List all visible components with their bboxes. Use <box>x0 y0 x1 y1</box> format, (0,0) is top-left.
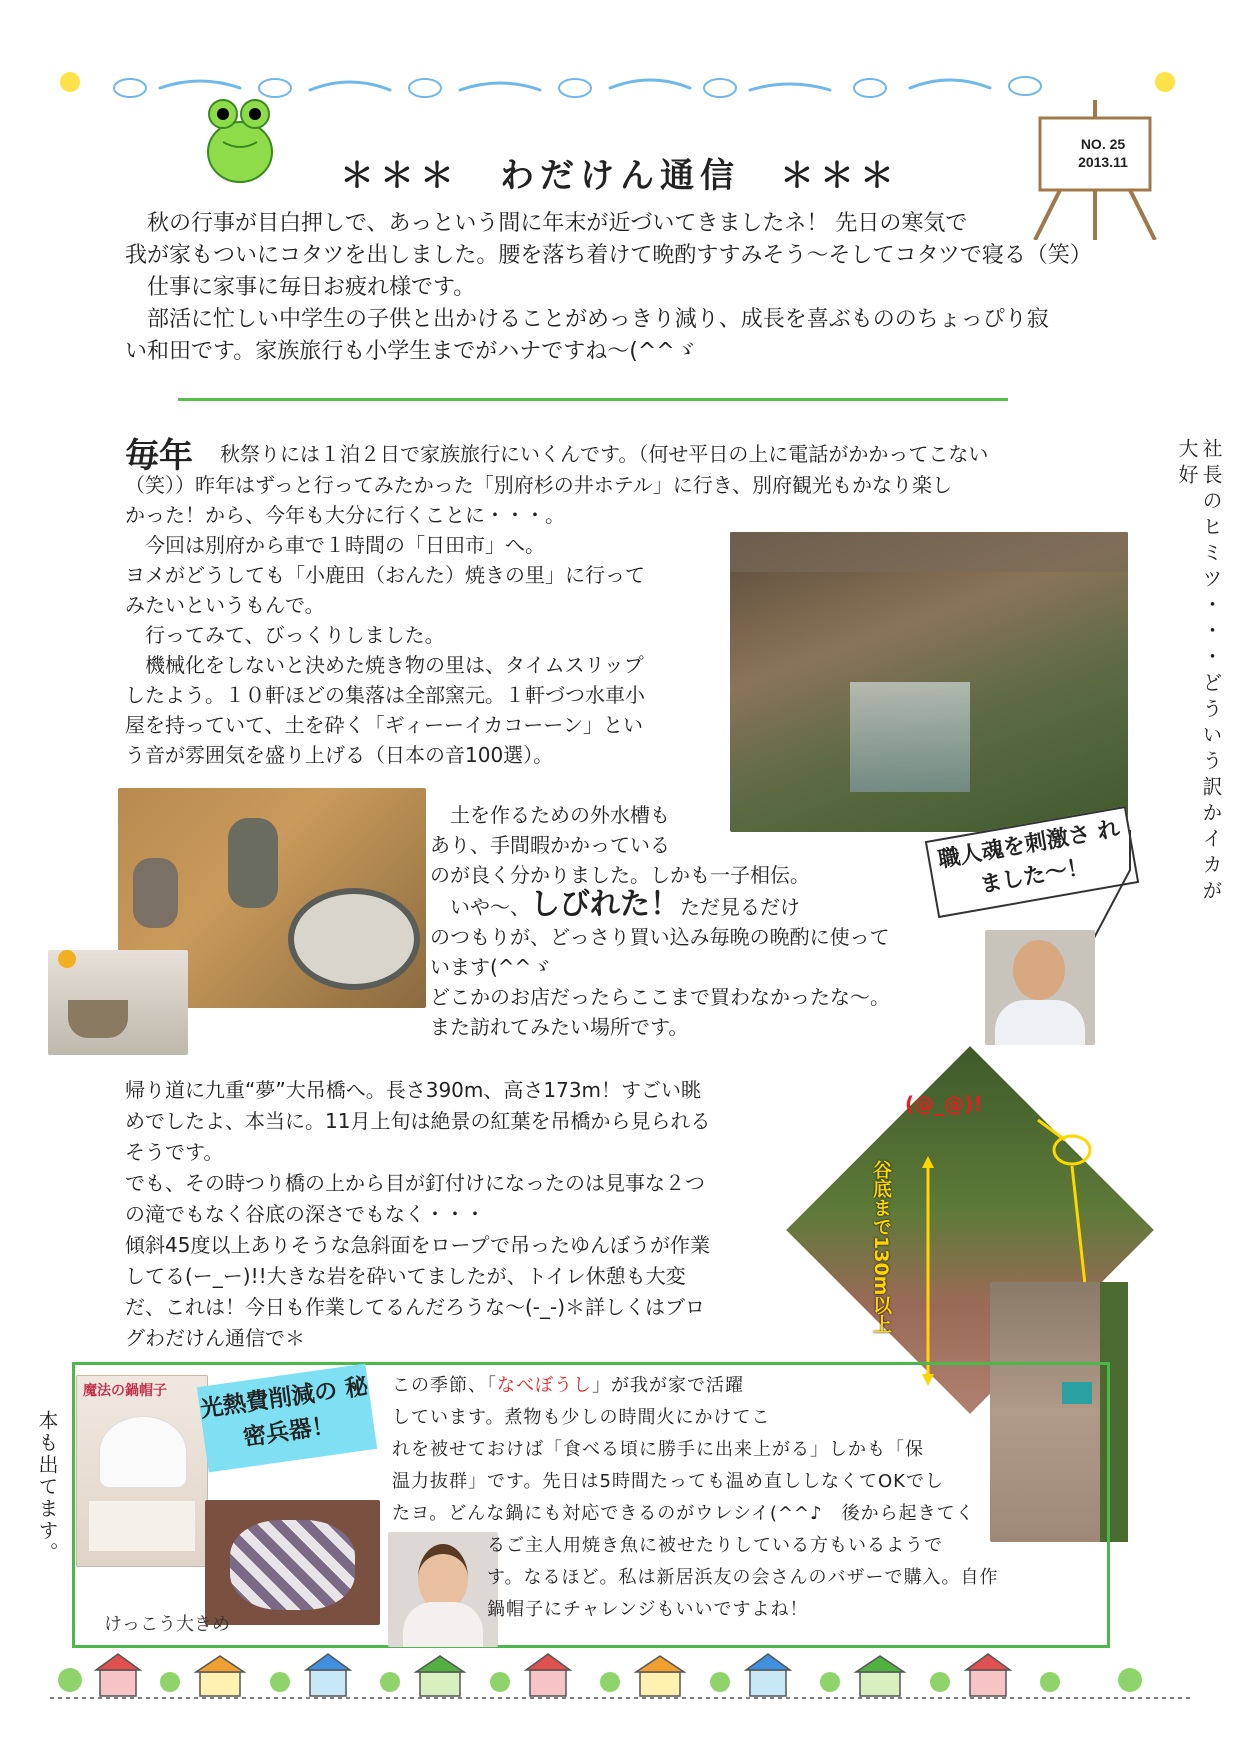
article2-line: でも、その時つり橋の上から目が釘付けになったのは見事な２つ <box>125 1171 705 1195</box>
article2-line: してる(ー_ー)!!大きな岩を砕いてましたが、トイレ休憩も大変 <box>125 1264 686 1288</box>
bottom-town-border <box>50 1650 1190 1705</box>
feature-first-line <box>392 1370 999 1402</box>
intro-text <box>125 208 1105 368</box>
depth-label: 谷底まで130m以上 <box>870 1160 892 1334</box>
shibireta-post: ただ見るだけ <box>680 895 800 919</box>
article1-line: （笑））昨年はずっと行ってみたかった「別府杉の井ホテル」に行き、別府観光もかなり楽し <box>125 473 952 497</box>
article1-line: 屋を持っていて、土を砕く「ギィーーイカコーーン」とい <box>125 713 643 737</box>
article2-line: 帰り道に九重“夢”大吊橋へ。長さ390m、高さ173m！すごい眺 <box>125 1078 702 1102</box>
article2-line: そうです。 <box>125 1140 224 1164</box>
article2-body <box>125 1075 710 1354</box>
article1-lead: 秋祭りには１泊２日で家族旅行にいくんです。（何せ平日の上に電話がかかってこない <box>220 442 989 466</box>
issue-info <box>1058 135 1148 171</box>
president-photo <box>985 930 1095 1045</box>
article1-line: かった！から、今年も大分に行くことに・・・。 <box>125 503 565 527</box>
feature-line: しています。煮物も少しの時間火にかけてこ <box>392 1407 771 1428</box>
page-title: ＊＊＊ わだけん通信 ＊＊＊ <box>340 156 900 196</box>
article1-line: 今回は別府から車で１時間の「日田市」へ。 <box>125 533 545 557</box>
craft-line: います(^^ゞ <box>430 955 552 979</box>
intro-line: 仕事に家事に毎日お疲れ様です。 <box>125 275 476 300</box>
article2-line: 傾斜45度以上ありそうな急斜面をロープで吊ったゆんぼうが作業 <box>125 1233 711 1257</box>
shibireta-line <box>430 887 890 922</box>
article1-line: う音が雰囲気を盛り上げる（日本の音100選）。 <box>125 743 554 767</box>
waterwheel-photo <box>730 532 1128 832</box>
intro-line: 我が家もついにコタツを出しました。腰を落ち着けて晩酌すすみそう～そしてコタツで寝る（笑） <box>125 243 1092 268</box>
feature-pre: この季節、「 <box>392 1375 497 1396</box>
shibireta-pre: いや～、 <box>430 895 530 919</box>
issue-date: 2013.11 <box>1078 154 1128 170</box>
article1-line: 行ってみて、びっくりしました。 <box>125 623 445 647</box>
photo-caption: けっこう大きめ <box>104 1614 230 1635</box>
coffee-cup-photo <box>48 950 188 1055</box>
shibireta-word: しびれた！ <box>530 887 680 922</box>
book-side-note: 本も出てます。 <box>35 1410 59 1564</box>
craft-line: どこかのお店だったらここまで買わなかったな～。 <box>430 985 890 1009</box>
feature-line: す。なるほど。私は新居浜友の会さんのバザーで購入。自作 <box>392 1567 999 1588</box>
feature-text <box>392 1370 999 1626</box>
section-divider <box>178 398 1008 401</box>
craft-line: のが良く分かりました。しかも一子相伝。 <box>430 863 810 887</box>
intro-line: 秋の行事が目白押しで、あっという間に年末が近づいてきましたネ！ 先日の寒気で <box>125 211 968 236</box>
book-title: 魔法の鍋帽子 <box>83 1383 167 1399</box>
article2-line: グわだけん通信で＊ <box>125 1326 305 1350</box>
intro-line: い和田です。家族旅行も小学生までがハナですね～(^^ゞ <box>125 339 697 364</box>
feature-line: るご主人用焼き魚に被せたりしている方もいるようで <box>392 1535 943 1556</box>
nabeboushi-photo <box>205 1500 380 1625</box>
book-cover <box>76 1375 208 1567</box>
craft-line: 土を作るための外水槽も <box>430 803 670 827</box>
craft-line: また訪れてみたい場所です。 <box>430 1015 689 1039</box>
issue-number: NO. 25 <box>1080 136 1126 152</box>
article1-craft-text <box>430 800 890 1042</box>
sidebar-vertical-text: 社長のヒミツ・・・どういう訳かイカが大好 <box>1175 438 1223 906</box>
feature-post: 」が我が家で活躍 <box>592 1375 744 1396</box>
feature-line: 鍋帽子にチャレンジもいいですよね！ <box>392 1599 809 1620</box>
article1-line: ヨメがどうしても「小鹿田（おんた）焼きの里」に行って <box>125 563 645 587</box>
feature-line: たヨ。どんな鍋にも対応できるのがウレシイ(^^♪ 後から起きてく <box>392 1503 975 1524</box>
callout-box: 職人魂を刺激さ れました～！ <box>925 806 1139 918</box>
intro-line: 部活に忙しい中学生の子供と出かけることがめっきり減り、成長を喜ぶもののちょっぴり寂 <box>125 307 1049 332</box>
feature-line: れを被せておけば「食べる頃に勝手に出来上がる」しかも「保 <box>392 1439 924 1460</box>
craft-line: のつもりが、どっさり買い込み毎晩の晩酌に使って <box>430 925 890 949</box>
article2-line: めでしたよ、本当に。11月上旬は絶景の紅葉を吊橋から見られる <box>125 1109 711 1133</box>
article1-line: 機械化をしないと決めた焼き物の里は、タイムスリップ <box>125 653 644 677</box>
article1-line: したよう。１０軒ほどの集落は全部窯元。１軒づつ水車小 <box>125 683 645 707</box>
feature-label: 光熱費削減の 秘密兵器！ <box>197 1364 377 1473</box>
frog-mascot-icon <box>195 92 285 187</box>
photo-mark: (@_@)! <box>905 1092 983 1116</box>
article2-line: だ、これは！今日も作業してるんだろうな～(-_-)＊詳しくはブロ <box>125 1295 706 1319</box>
feature-highlight: なべぼうし <box>497 1375 592 1396</box>
article2-line: の滝でもなく谷底の深さでもなく・・・ <box>125 1202 485 1226</box>
craft-line: あり、手間暇かかっている <box>430 833 670 857</box>
article1-big-word: 毎年 <box>125 436 193 476</box>
feature-line: 温力抜群」です。先日は5時間たっても温め直ししなくてOKでし <box>392 1471 944 1492</box>
article1-line: みたいというもんで。 <box>125 593 325 617</box>
